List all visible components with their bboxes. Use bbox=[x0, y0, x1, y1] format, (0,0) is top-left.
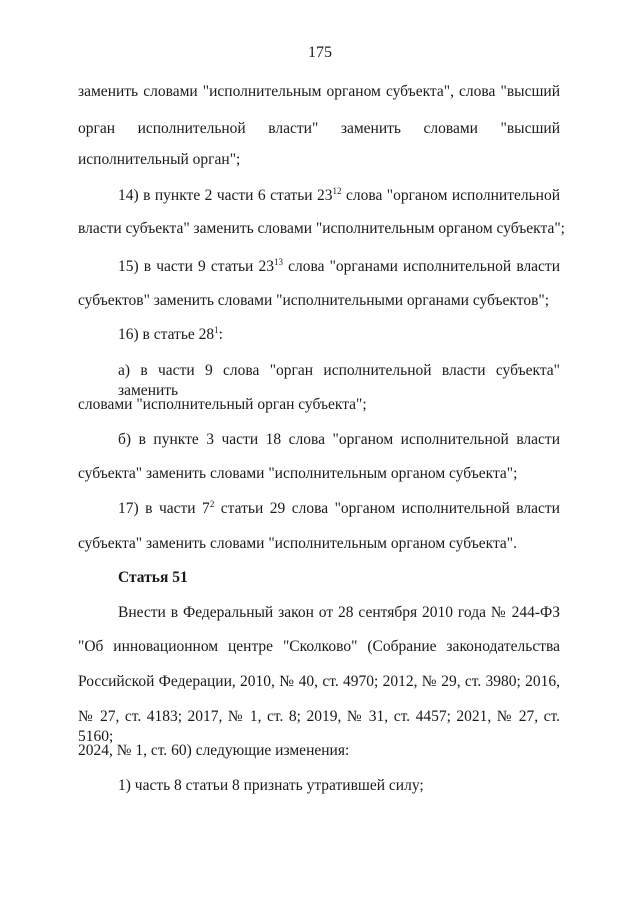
superscript: 12 bbox=[332, 185, 342, 196]
text-line: субъектов" заменить словами "исполнительными органами субъектов"; bbox=[78, 292, 550, 309]
text-segment: : bbox=[218, 326, 223, 343]
text-line: субъекта" заменить словами "исполнительным органом субъекта". bbox=[78, 535, 517, 552]
text-line bbox=[118, 186, 560, 206]
text-line: № 27, ст. 4183; 2017, № 1, ст. 8; 2019, № 31, ст. 4457; 2021, № 27, ст. 5160; bbox=[78, 708, 560, 745]
text-line: "Об инновационном центре "Сколково" (Собрание законодательства bbox=[78, 638, 560, 655]
superscript: 1 bbox=[214, 324, 219, 335]
article-heading: Статья 51 bbox=[118, 569, 188, 586]
text-line: 2024, № 1, ст. 60) следующие изменения: bbox=[78, 742, 350, 759]
text-line: заменить словами "исполнительным органом субъекта", слова "высший bbox=[78, 83, 560, 100]
text-line: исполнительный орган"; bbox=[78, 151, 241, 168]
page-number: 175 bbox=[308, 44, 332, 61]
text-segment: 15) в части 9 статьи 23 bbox=[118, 258, 274, 275]
text-line bbox=[118, 499, 560, 519]
text-line bbox=[118, 325, 223, 345]
text-segment: 17) в части 7 bbox=[118, 500, 210, 517]
text-segment: слова "органом исполнительной bbox=[341, 187, 560, 204]
superscript: 13 bbox=[273, 256, 283, 267]
text-line: б) в пункте 3 части 18 слова "органом исполнительной власти bbox=[118, 431, 560, 448]
text-line: словами "исполнительный орган субъекта"; bbox=[78, 396, 367, 413]
text-line bbox=[118, 257, 560, 277]
text-line: власти субъекта" заменить словами "исполнительным органом субъекта"; bbox=[78, 220, 565, 237]
text-segment: статьи 29 слова "органом исполнительной власти bbox=[214, 500, 560, 517]
text-segment: слова "органами исполнительной власти bbox=[282, 258, 561, 275]
text-line: орган исполнительной власти" заменить словами "высший bbox=[78, 120, 560, 137]
text-line: 1) часть 8 статьи 8 признать утратившей силу; bbox=[118, 777, 424, 794]
text-line: а) в части 9 слова "орган исполнительной власти субъекта" заменить bbox=[118, 362, 560, 399]
superscript: 2 bbox=[209, 498, 215, 509]
text-line: субъекта" заменить словами "исполнительным органом субъекта"; bbox=[78, 465, 518, 482]
text-segment: 14) в пункте 2 части 6 статьи 23 bbox=[118, 187, 333, 204]
text-line: Внести в Федеральный закон от 28 сентября 2010 года № 244-ФЗ bbox=[118, 604, 560, 621]
text-line: Российской Федерации, 2010, № 40, ст. 4970; 2012, № 29, ст. 3980; 2016, bbox=[78, 673, 560, 690]
text-segment: 16) в статье 28 bbox=[118, 326, 215, 343]
